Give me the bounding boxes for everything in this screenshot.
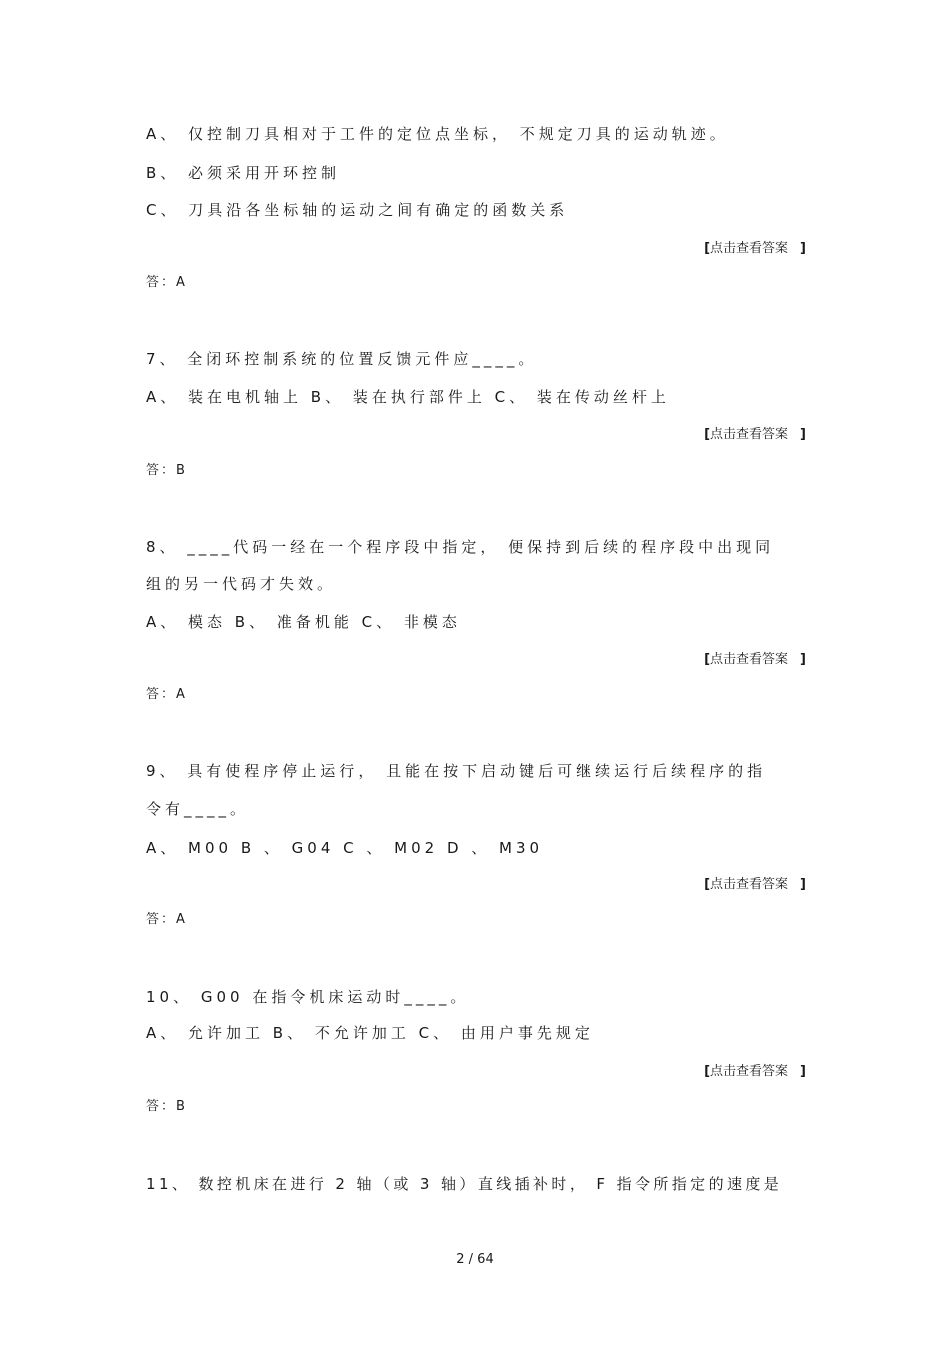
q8-question-line1: 8、 ____代码一经在一个程序段中指定， 便保持到后续的程序段中出现同 <box>146 538 775 556</box>
view-answer-label: 点击查看答案 <box>710 652 789 667</box>
page-number: 2 / 64 <box>456 1252 494 1267</box>
q9-answer: 答：A <box>146 912 187 927</box>
q6-option-c: C、 刀具沿各坐标轴的运动之间有确定的函数关系 <box>146 201 569 219</box>
q8-view-answer-link[interactable]: [点击查看答案 ] <box>704 652 806 667</box>
q9-question-line1: 9、 具有使程序停止运行， 且能在按下启动键后可继续运行后续程序的指 <box>146 762 767 780</box>
q7-answer: 答：B <box>146 463 187 478</box>
q9-options: A、 M00 B 、 G04 C 、 M02 D 、 M30 <box>146 839 544 857</box>
q6-option-a: A、 仅控制刀具相对于工件的定位点坐标， 不规定刀具的运动轨迹。 <box>146 125 729 143</box>
q8-answer: 答：A <box>146 687 187 702</box>
q7-view-answer-link[interactable]: [点击查看答案 ] <box>704 427 806 442</box>
view-answer-label: 点击查看答案 <box>710 1064 789 1079</box>
q9-question-line2: 令有____。 <box>146 800 250 818</box>
view-answer-label: 点击查看答案 <box>710 241 789 256</box>
q6-option-b: B、 必须采用开环控制 <box>146 164 341 182</box>
q10-view-answer-link[interactable]: [点击查看答案 ] <box>704 1064 806 1079</box>
q7-question: 7、 全闭环控制系统的位置反馈元件应____。 <box>146 350 538 368</box>
q11-question-line1: 11、 数控机床在进行 2 轴（或 3 轴）直线插补时， F 指令所指定的速度是 <box>146 1175 783 1193</box>
q8-question-line2: 组的另一代码才失效。 <box>146 575 337 593</box>
q6-view-answer-link[interactable]: [点击查看答案 ] <box>704 241 806 256</box>
view-answer-label: 点击查看答案 <box>710 427 789 442</box>
view-answer-label: 点击查看答案 <box>710 877 789 892</box>
q7-options: A、 装在电机轴上 B、 装在执行部件上 C、 装在传动丝杆上 <box>146 388 670 406</box>
q8-options: A、 模态 B、 准备机能 C、 非模态 <box>146 613 461 631</box>
q10-options: A、 允许加工 B、 不允许加工 C、 由用户事先规定 <box>146 1024 594 1042</box>
q9-view-answer-link[interactable]: [点击查看答案 ] <box>704 877 806 892</box>
q10-answer: 答：B <box>146 1099 187 1114</box>
q10-question: 10、 G00 在指令机床运动时____。 <box>146 988 470 1006</box>
q6-answer: 答：A <box>146 275 187 290</box>
